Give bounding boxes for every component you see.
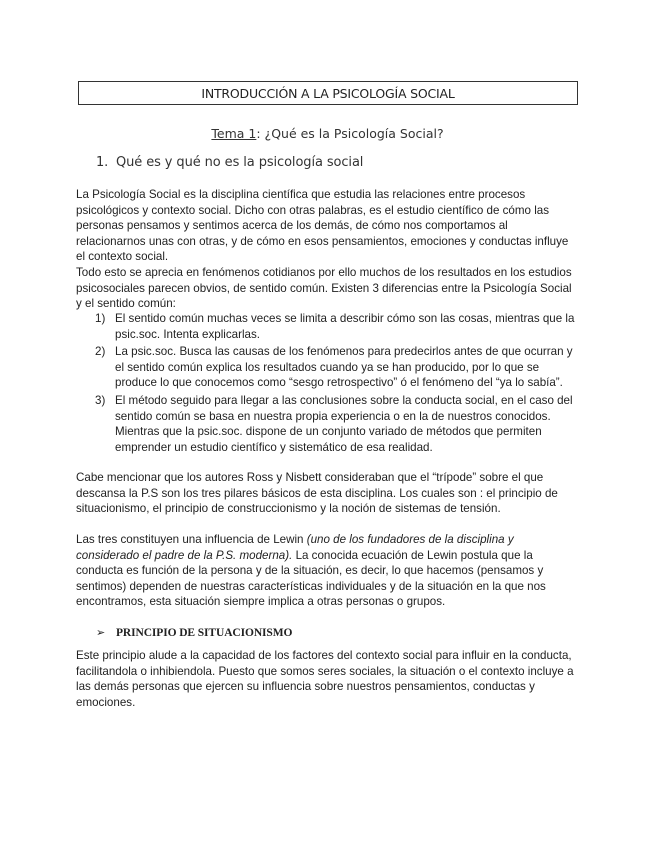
topic-subtitle (0, 126, 655, 141)
lewin-text-start: Las tres constituyen una influencia de Lewin (76, 533, 307, 546)
document-title (78, 81, 578, 105)
arrow-bullet-icon: ➢ (96, 626, 106, 639)
section-number: 1. (96, 155, 109, 170)
differences-list (76, 311, 576, 457)
paragraph-tripod: Cabe mencionar que los autores Ross y Nisbett consideraban que el “trípode” sobre el que descansa la P.S son los tres pilares básicos de esta disciplina. Los cuales son : el principio de situacionismo, el principio de construccionismo y la noción de sistemas de tensión. (76, 471, 558, 516)
topic-label: Tema 1 (211, 126, 257, 141)
paragraph-intro (76, 187, 576, 312)
section-heading-text: Qué es y qué no es la psicología social (116, 155, 364, 170)
section-heading-1 (96, 155, 363, 170)
list-item-number: 2) (95, 345, 106, 359)
topic-question: : ¿Qué es la Psicología Social? (256, 126, 444, 141)
lewin-italic-note: (uno de los fundadores de la disciplina y considerado el padre de la P.S. moderna). (76, 533, 514, 562)
section-heading-situacionismo (96, 626, 292, 639)
document-title-text: INTRODUCCIÓN A LA PSICOLOGÍA SOCIAL (201, 85, 455, 101)
list-item-number: 3) (95, 393, 106, 407)
list-item (76, 393, 576, 455)
paragraph-situacionismo: Este principio alude a la capacidad de los factores del contexto social para influir en la conducta, facilitandola o inhibiendola. Puesto que somos seres sociales, la situación o el contexto incluye a las demás personas que ejercen su influencia sobre nuestros pensamientos, conductas y emociones. (76, 649, 574, 709)
paragraph-lewin (76, 532, 576, 610)
section-heading-label: PRINCIPIO DE SITUACIONISMO (116, 627, 293, 639)
list-item (76, 344, 576, 391)
list-item-number: 1) (95, 312, 106, 325)
list-item-text: El método seguido para llegar a las conclusiones sobre la conducta social, en el caso del sentido común se basa en nuestra propia experiencia o en la de nuestros conocidos. Mientras que la psic.soc. dispone de un conjunto variado de métodos que permiten emprender un estudio científico y sistemático de esa realidad. (115, 393, 573, 454)
paragraph-definition: La Psicología Social es la disciplina científica que estudia las relaciones entre procesos psicológicos y contexto social. Dicho con otras palabras, es el estudio científico de cómo las personas pensamos y sentimos acerca de los demás, de cómo nos comportamos al relacionarnos unas con otras, y de cómo en esos pensamientos, emociones y conductas influye el contexto social. (76, 188, 569, 264)
list-item-text: La psic.soc. Busca las causas de los fenómenos para predecirlos antes de que ocurran y el sentido común explica los resultados cuando ya se han producido, por lo que se produce lo que conocemos como “sesgo retrospectivo” ó el fenómeno del “ya lo sabía”. (115, 345, 573, 390)
paragraph-common-sense: Todo esto se aprecia en fenómenos cotidianos por ello muchos de los resultados en los estudios psicosociales parecen obvios, de sentido común. Existen 3 diferencias entre la Psicología Social y el sentido común: (76, 265, 572, 311)
lewin-text-end: La conocida ecuación de Lewin postula que la conducta es función de la persona y de la situación, es decir, lo que hacemos (pensamos y sentimos) dependen de nuestras características individuales y de la situación en la que nos encontramos, esta situación siempre implica a otras personas o grupos. (76, 548, 546, 609)
list-item (76, 311, 576, 342)
list-item-text: El sentido común muchas veces se limita a describir cómo son las cosas, mientras que la psic.soc. Intenta explicarlas. (115, 312, 575, 341)
